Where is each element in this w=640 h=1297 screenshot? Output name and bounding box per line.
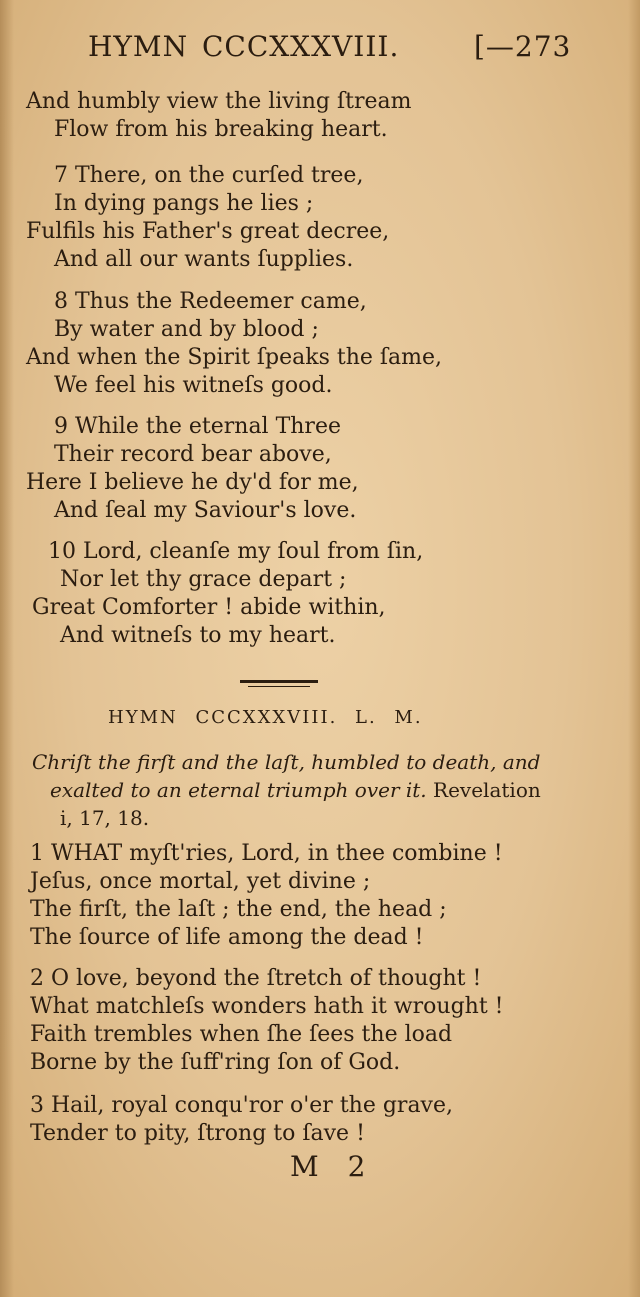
verse-line: 7 There, on the curſed tree, xyxy=(54,163,364,188)
verse-line: Nor let thy grace depart ; xyxy=(60,567,347,592)
stanza-7 xyxy=(0,162,389,274)
scripture-reference: i, 17, 18. xyxy=(60,806,150,830)
verse-line: The firſt, the laſt ; the end, the head ; xyxy=(30,897,447,922)
verse-line: And all our wants ſupplies. xyxy=(54,247,354,272)
stanza-continuation xyxy=(0,88,411,144)
argument-text: Chriſt the firſt and the laſt, humbled to death, and xyxy=(32,750,541,774)
verse-line: And ſeal my Saviour's love. xyxy=(54,498,357,523)
verse-line: And when the Spirit ſpeaks the ſame, xyxy=(26,345,443,370)
signature-mark: M 2 xyxy=(290,1150,376,1183)
scripture-reference: Revelation xyxy=(433,778,541,802)
verse-line: Borne by the ſuff'ring ſon of God. xyxy=(30,1050,401,1075)
verse-line: 3 Hail, royal conqu'ror o'er the grave, xyxy=(30,1093,453,1118)
verse-line: Faith trembles when ſhe ſees the load xyxy=(30,1022,453,1047)
hymn-title: HYMN CCCXXXVIII. L. M. xyxy=(108,707,423,728)
verse-line: Their record bear above, xyxy=(54,442,332,467)
hymn-argument xyxy=(32,748,572,832)
section-divider-thin xyxy=(248,686,310,687)
running-title: HYMN CCCXXXVIII. xyxy=(88,30,400,63)
verse-line: 10 Lord, cleanſe my ſoul from ſin, xyxy=(48,539,424,564)
verse-line: 2 O love, beyond the ſtretch of thought ! xyxy=(30,966,482,991)
verse-line: Flow from his breaking heart. xyxy=(54,117,388,142)
verse-line: And witneſs to my heart. xyxy=(60,623,336,648)
running-header xyxy=(0,30,640,70)
verse-line: By water and by blood ; xyxy=(54,317,319,342)
stanza-9 xyxy=(0,413,359,525)
verse-line: Great Comforter ! abide within, xyxy=(32,595,386,620)
verse-line: What matchleſs wonders hath it wrought ! xyxy=(30,994,504,1019)
hymn2-stanza-1 xyxy=(0,840,503,952)
verse-line: Jeſus, once mortal, yet divine ; xyxy=(30,869,371,894)
page-edge-shadow-right xyxy=(628,0,640,1297)
verse-line: The ſource of life among the dead ! xyxy=(30,925,424,950)
verse-line: 8 Thus the Redeemer came, xyxy=(54,289,367,314)
hymn2-stanza-3 xyxy=(0,1092,453,1148)
verse-line: 1 WHAT myſt'ries, Lord, in thee combine ! xyxy=(30,841,503,866)
verse-line: 9 While the eternal Three xyxy=(54,414,341,439)
verse-line: Fulfils his Father's great decree, xyxy=(26,219,390,244)
section-divider xyxy=(240,680,318,683)
verse-line: Here I believe he dy'd for me, xyxy=(26,470,359,495)
stanza-10 xyxy=(0,538,423,650)
verse-line: In dying pangs he lies ; xyxy=(54,191,314,216)
verse-line: Tender to pity, ſtrong to ſave ! xyxy=(30,1121,365,1146)
verse-line: We feel his witneſs good. xyxy=(54,373,333,398)
page-number: [—273 xyxy=(474,30,572,63)
argument-text: exalted to an eternal triumph over it. xyxy=(50,778,427,802)
stanza-8 xyxy=(0,288,442,400)
hymn2-stanza-2 xyxy=(0,965,504,1077)
verse-line: And humbly view the living ſtream xyxy=(26,89,412,114)
